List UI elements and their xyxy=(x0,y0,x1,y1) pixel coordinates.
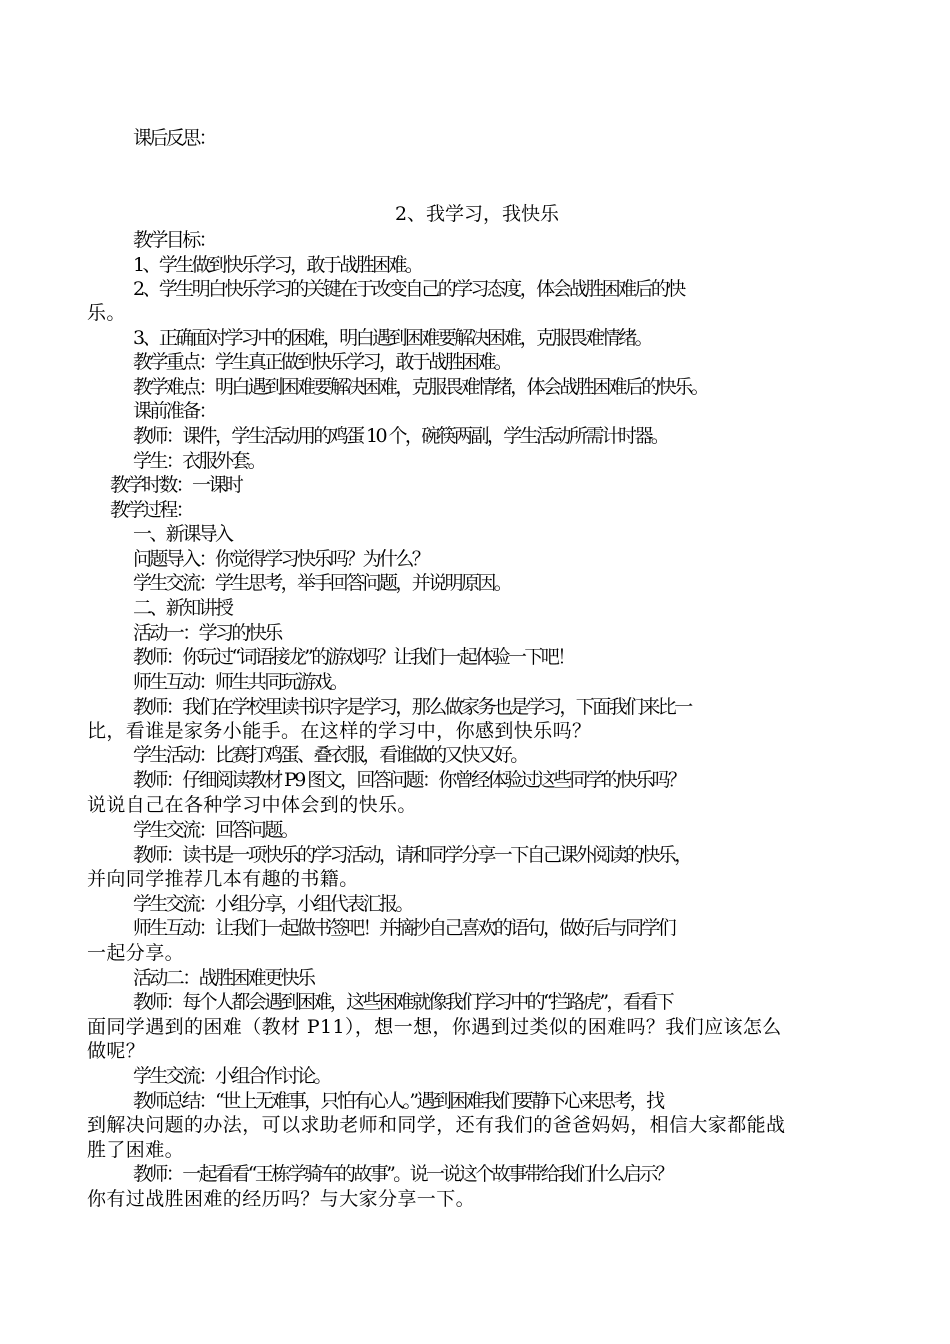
text-line: 教师总结：“世上无难事，只怕有心人。”遇到困难我们要静下心来思考，找 xyxy=(133,1090,663,1112)
text-line: 师生互动：师生共同玩游戏。 xyxy=(133,671,347,693)
text-line: 并向同学推荐几本有趣的书籍。 xyxy=(87,868,359,890)
text-line: 教学难点：明白遇到困难要解决困难，克服畏难情绪，体会战胜困难后的快乐。 xyxy=(133,376,708,398)
text-line: 问题导入：你觉得学习快乐吗？为什么？ xyxy=(133,548,429,570)
text-line: 师生互动：让我们一起做书签吧！并摘抄自己喜欢的语句，做好后与同学们 xyxy=(133,917,675,939)
text-line: 学生交流：学生思考，举手回答问题，并说明原因。 xyxy=(133,572,511,594)
text-line: 一、新课导入 xyxy=(133,523,232,545)
text-line: 教师：我们在学校里读书识字是学习，那么做家务也是学习，下面我们来比一 xyxy=(133,696,691,718)
text-line: 教师：每个人都会遇到困难，这些困难就像我们学习中的“拦路虎”，看看下 xyxy=(133,991,673,1013)
text-line: 教学重点：学生真正做到快乐学习，敢于战胜困难。 xyxy=(133,351,511,373)
text-line: 教师：课件，学生活动用的鸡蛋 10 个，碗筷两副，学生活动所需计时器。 xyxy=(133,425,668,447)
text-line: 教学目标： xyxy=(133,229,216,251)
text-line: 学生活动：比赛打鸡蛋、叠衣服，看谁做的又快又好。 xyxy=(133,744,527,766)
text-line: 教师：读书是一项快乐的学习活动，请和同学分享一下自己课外阅读的快乐， xyxy=(133,844,691,866)
text-line: 课前准备： xyxy=(133,400,216,422)
text-line: 乐。 xyxy=(87,302,126,324)
text-line: 教学时数：一课时 xyxy=(110,474,242,496)
text-line: 活动一：学习的快乐 xyxy=(133,622,281,644)
reflection-heading: 课后反思： xyxy=(133,127,216,149)
text-line: 学生交流：小组分享，小组代表汇报。 xyxy=(133,893,412,915)
text-line: 教师：仔细阅读教材 P9 图文，回答问题：你曾经体验过这些同学的快乐吗？ xyxy=(133,769,685,791)
lesson-title: 2、我学习，我快乐 xyxy=(394,203,560,225)
text-line: 教学过程： xyxy=(110,499,193,521)
text-line: 到解决问题的办法，可以求助老师和同学，还有我们的爸爸妈妈，相信大家都能战 xyxy=(87,1114,786,1136)
text-line: 一起分享。 xyxy=(87,942,185,964)
text-line: 学生交流：小组合作讨论。 xyxy=(133,1065,330,1087)
text-line: 比，看谁是家务小能手。在这样的学习中，你感到快乐吗？ xyxy=(87,720,592,742)
text-line: 2、学生明白快乐学习的关键在于改变自己的学习态度，体会战胜困难后的快 xyxy=(133,278,684,300)
text-line: 学生：衣服外套。 xyxy=(133,450,265,472)
text-line: 活动二：战胜困难更快乐 xyxy=(133,967,314,989)
text-line: 3、正确面对学习中的困难，明白遇到困难要解决困难，克服畏难情绪。 xyxy=(133,327,651,349)
text-line: 说说自己在各种学习中体会到的快乐。 xyxy=(87,794,417,816)
text-line: 你有过战胜困难的经历吗？与大家分享一下。 xyxy=(87,1188,476,1210)
text-line: 做呢？ xyxy=(87,1040,146,1062)
text-line: 胜了困难。 xyxy=(87,1139,185,1161)
text-line: 1、学生做到快乐学习，敢于战胜困难。 xyxy=(133,254,422,276)
text-line: 教师：一起看看“王栋学骑车的故事”。说一说这个故事带给我们什么启示？ xyxy=(133,1163,673,1185)
text-line: 学生交流：回答问题。 xyxy=(133,819,298,841)
text-line: 面同学遇到的困难（教材 P11），想一想，你遇到过类似的困难吗？我们应该怎么 xyxy=(87,1016,782,1038)
text-line: 二、新知讲授 xyxy=(133,597,232,619)
text-line: 教师：你玩过“词语接龙”的游戏吗？让我们一起体验一下吧！ xyxy=(133,646,574,668)
